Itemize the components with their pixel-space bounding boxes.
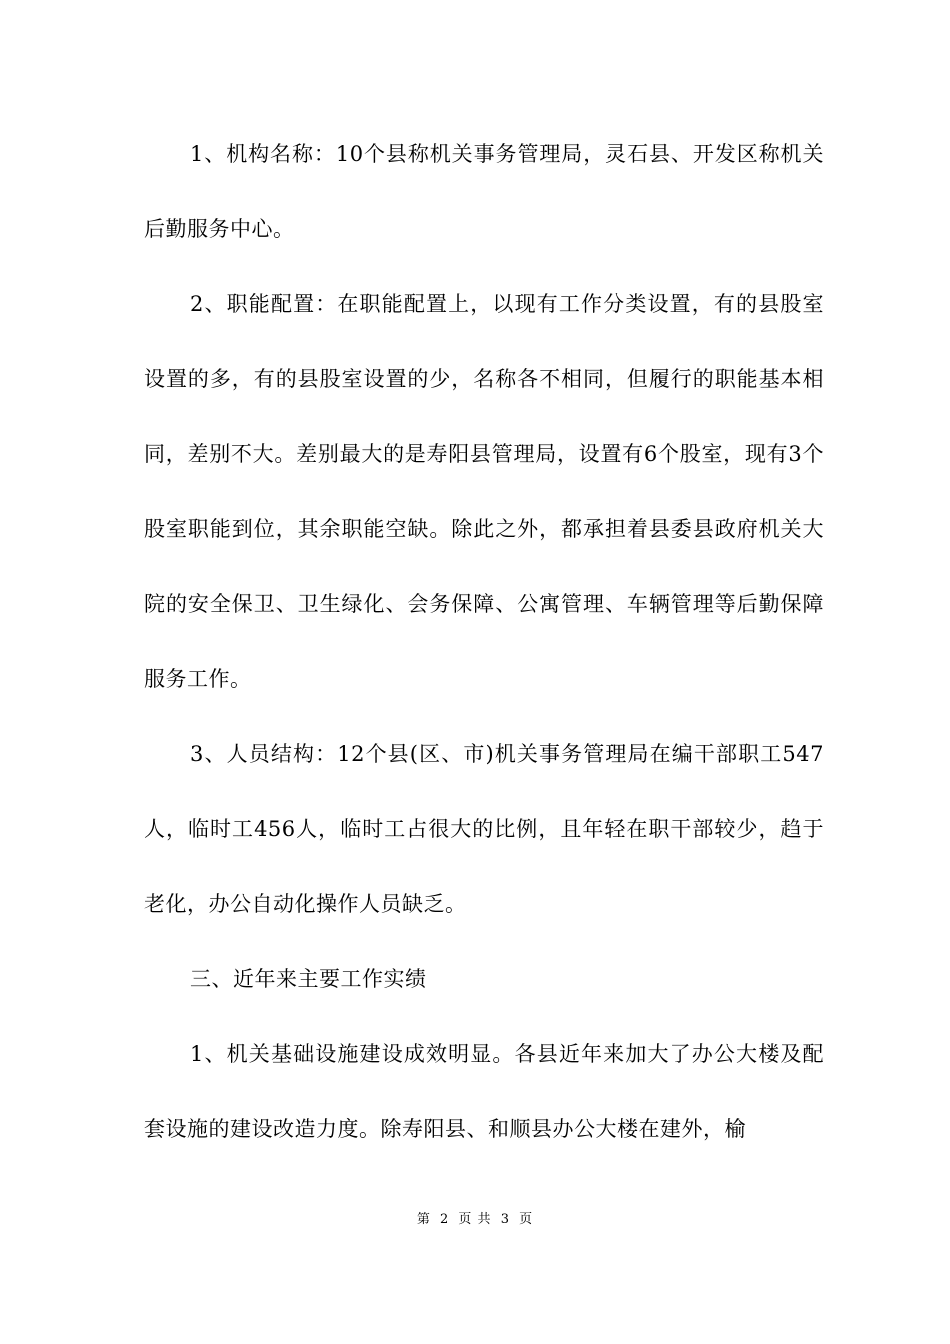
page-footer <box>0 1208 950 1227</box>
paragraph-staff-structure: 3、人员结构：12个县(区、市)机关事务管理局在编干部职工547人，临时工456人，临时工占很大的比例，且年轻在职干部较少，趋于老化，办公自动化操作人员缺乏。 <box>144 742 824 916</box>
footer-middle: 页 共 <box>458 1212 492 1227</box>
paragraph-infrastructure: 1、机关基础设施建设成效明显。各县近年来加大了办公大楼及配套设施的建设改造力度。除寿阳县、和顺县办公大楼在建外，榆 <box>144 1042 824 1141</box>
footer-prefix: 第 <box>416 1212 431 1227</box>
paragraph-function-config: 2、职能配置：在职能配置上，以现有工作分类设置，有的县股室设置的多，有的县股室设置的少，名称各不相同，但履行的职能基本相同，差别不大。差别最大的是寿阳县管理局，设置有6个股室，现有3个股室职能到位，其余职能空缺。除此之外，都承担着县委县政府机关大院的安全保卫、卫生绿化、会务保障、公寓管理、车辆管理等后勤保障服务工作。 <box>144 292 824 691</box>
section-heading-achievements: 三、近年来主要工作实绩 <box>190 967 427 991</box>
document-body <box>144 117 824 1167</box>
footer-current-page: 2 <box>440 1212 450 1227</box>
footer-suffix: 页 <box>519 1212 534 1227</box>
footer-total-pages: 3 <box>500 1212 510 1227</box>
paragraph-org-name: 1、机构名称：10个县称机关事务管理局，灵石县、开发区称机关后勤服务中心。 <box>144 142 824 241</box>
